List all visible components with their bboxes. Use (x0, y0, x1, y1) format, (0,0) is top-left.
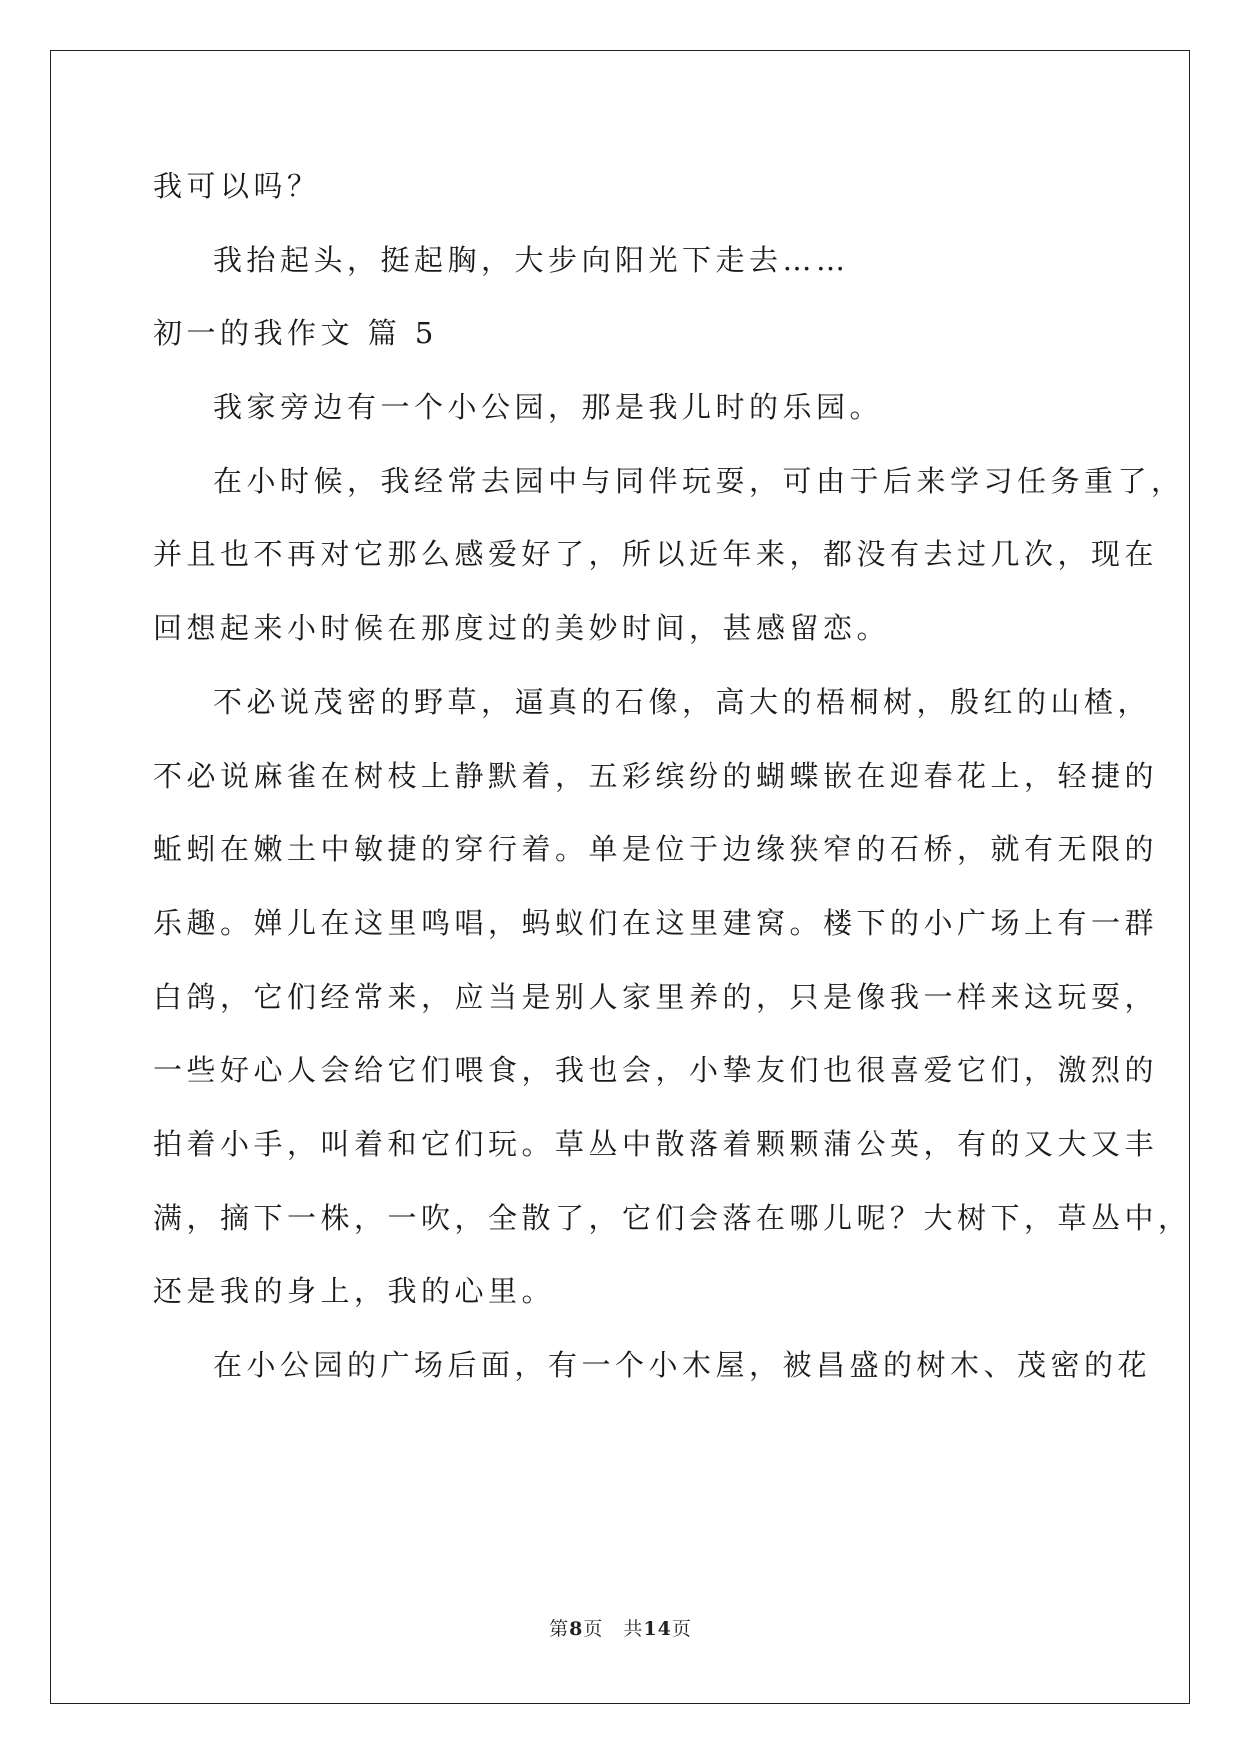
text-line: 一些好心人会给它们喂食，我也会，小挚友们也很喜爱它们，激烈的 (153, 1053, 1159, 1088)
page-total-label: 共14页 (623, 1618, 692, 1640)
text-line: 白鸽，它们经常来，应当是别人家里养的，只是像我一样来这玩耍， (153, 979, 1159, 1014)
page-footer (0, 1614, 1241, 1641)
text-line: 不必说茂密的野草，逼真的石像，高大的梧桐树，殷红的山楂， (213, 684, 1152, 719)
text-line: 在小时候，我经常去园中与同伴玩耍，可由于后来学习任务重了， (213, 463, 1185, 498)
text-line: 蚯蚓在嫩土中敏捷的穿行着。单是位于边缘狭窄的石桥，就有无限的 (153, 832, 1159, 867)
page-number-label: 第8页 (549, 1618, 604, 1640)
text-line: 满，摘下一株，一吹，全散了，它们会落在哪儿呢？大树下，草丛中， (153, 1200, 1192, 1235)
text-line: 并且也不再对它那么感爱好了，所以近年来，都没有去过几次，现在 (153, 537, 1159, 572)
text-line: 我可以吗？ (153, 169, 321, 203)
text-line: 回想起来小时候在那度过的美妙时间，甚感留恋。 (153, 611, 891, 646)
document-body (153, 150, 1192, 1403)
section-heading: 初一的我作文 篇 5 (153, 316, 438, 351)
text-line: 不必说麻雀在树枝上静默着，五彩缤纷的蝴蝶嵌在迎春花上，轻捷的 (153, 758, 1159, 793)
text-line: 乐趣。婵儿在这里鸣唱，蚂蚁们在这里建窝。楼下的小广场上有一群 (153, 905, 1159, 940)
text-line: 我抬起头，挺起胸，大步向阳光下走去…… (213, 242, 850, 277)
text-line: 还是我的身上，我的心里。 (153, 1274, 556, 1309)
text-line: 在小公园的广场后面，有一个小木屋，被昌盛的树木、茂密的花 (213, 1348, 1152, 1382)
text-line: 拍着小手，叫着和它们玩。草丛中散落着颗颗蒲公英，有的又大又丰 (153, 1126, 1159, 1161)
text-line: 我家旁边有一个小公园，那是我儿时的乐园。 (213, 390, 884, 425)
